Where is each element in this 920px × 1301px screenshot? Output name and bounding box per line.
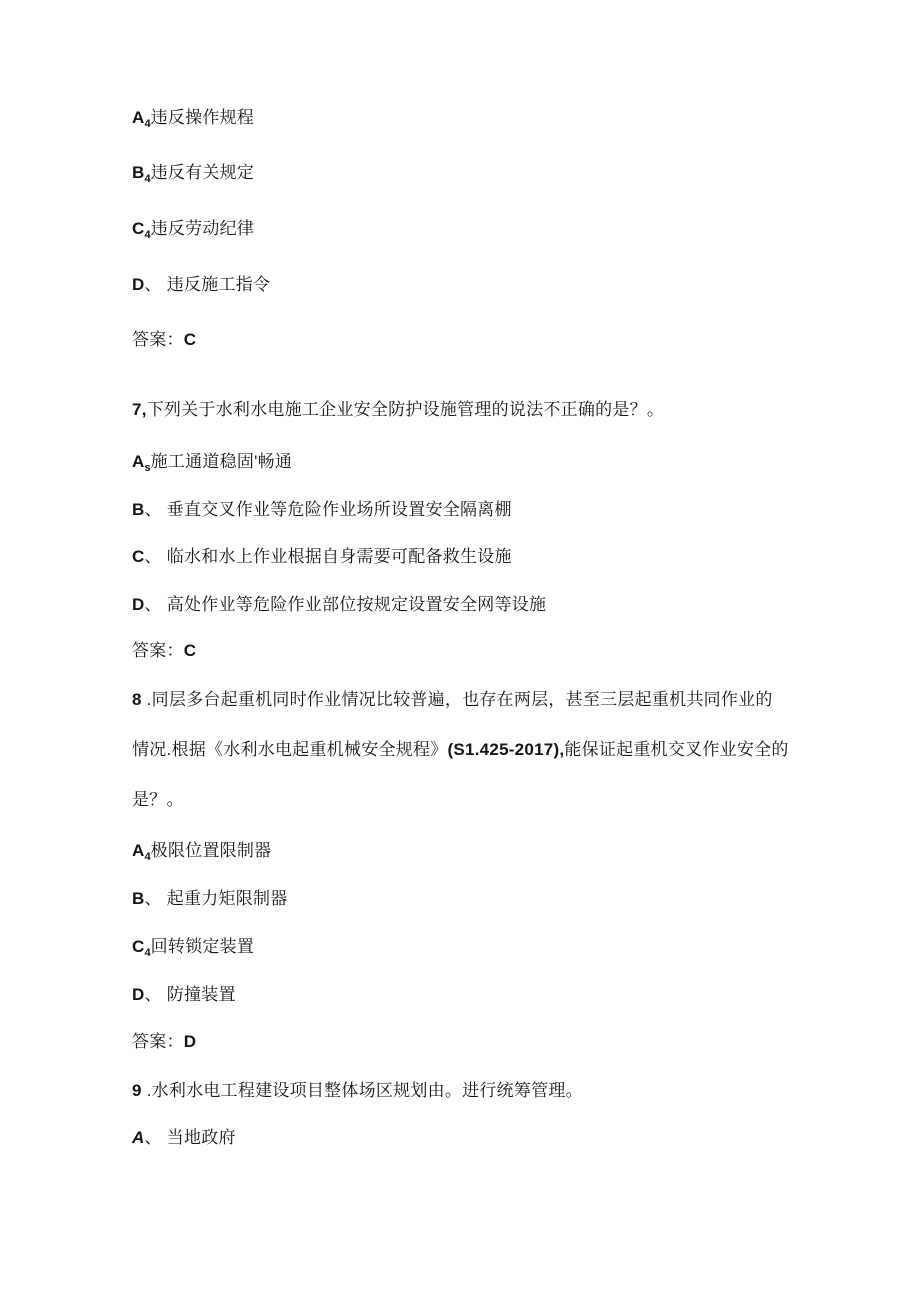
text-segment: 、 当地政府 (144, 1128, 236, 1147)
q8-option-b (132, 888, 288, 909)
text-segment: 、 高处作业等危险作业部位按规定设置安全网等设施 (144, 595, 547, 614)
q8-option-a (132, 840, 271, 868)
text-segment: D (183, 1032, 197, 1051)
text-segment: A (132, 108, 145, 127)
text-segment: .水利水电工程建设项目整体场区规划由。进行统筹管理。 (141, 1081, 583, 1100)
text-segment: C (132, 547, 145, 566)
text-segment: 4 (144, 229, 151, 241)
text-segment: (S1.425-2017), (447, 740, 565, 759)
text-segment: C (132, 937, 145, 956)
text-segment: 下列关于水利水电施工企业安全防护设施管理的说法不正确的是？。 (146, 400, 665, 419)
text-segment: 是？。 (132, 790, 184, 809)
text-segment: 、 临水和水上作业根据自身需要可配备救生设施 (144, 547, 512, 566)
text-segment: 9 (132, 1081, 142, 1100)
q6-answer (132, 329, 196, 350)
text-segment: D (132, 985, 145, 1004)
text-segment: 4 (144, 118, 151, 130)
text-segment: A (132, 452, 145, 471)
text-segment: 4 (144, 947, 151, 959)
text-segment: 施工通道稳固'畅通 (150, 452, 293, 471)
q7-option-c (132, 546, 512, 567)
text-segment: 能保证起重机交叉作业安全的 (564, 740, 789, 759)
q8-stem-line-3 (132, 789, 184, 810)
q7-option-b (132, 499, 512, 520)
text-segment: 8 (132, 690, 142, 709)
text-segment: 回转锁定装置 (150, 937, 255, 956)
text-segment: 7, (132, 400, 147, 419)
q6-option-d (132, 274, 270, 295)
q6-option-c (132, 218, 254, 246)
text-segment: B (132, 163, 145, 182)
text-segment: 违反操作规程 (150, 108, 255, 127)
q8-option-c (132, 936, 254, 964)
text-segment: 、 起重力矩限制器 (144, 889, 288, 908)
q6-option-a (132, 107, 254, 135)
q6-option-b (132, 162, 254, 190)
q8-stem-line-2 (132, 739, 789, 760)
q9-option-a (132, 1127, 236, 1148)
q7-answer (132, 640, 196, 661)
text-segment: s (144, 462, 151, 474)
text-segment: 答案： (132, 1032, 184, 1051)
text-segment: 4 (144, 173, 151, 185)
text-segment: 、 违反施工指令 (144, 275, 271, 294)
text-segment: 极限位置限制器 (150, 841, 272, 860)
q8-answer (132, 1031, 196, 1052)
text-segment: 答案： (132, 330, 184, 349)
text-segment: 、 垂直交叉作业等危险作业场所设置安全隔离棚 (144, 500, 512, 519)
text-segment: B (132, 500, 145, 519)
text-segment: 、 防撞装置 (144, 985, 236, 1004)
text-segment: C (183, 641, 197, 660)
text-segment: C (183, 330, 197, 349)
q7-stem (132, 399, 664, 420)
text-segment: A (132, 1128, 145, 1147)
q7-option-d (132, 594, 546, 615)
text-segment: 4 (144, 851, 151, 863)
text-segment: .同层多台起重机同时作业情况比较普遍，也存在两层，甚至三层起重机共同作业的 (141, 690, 773, 709)
text-segment: 违反劳动纪律 (150, 219, 255, 238)
text-segment: C (132, 219, 145, 238)
q9-stem (132, 1080, 583, 1101)
q7-option-a (132, 451, 292, 479)
text-segment: D (132, 275, 145, 294)
q8-option-d (132, 984, 236, 1005)
text-segment: 违反有关规定 (150, 163, 255, 182)
text-segment: A (132, 841, 145, 860)
text-segment: B (132, 889, 145, 908)
text-segment: D (132, 595, 145, 614)
text-segment: 答案： (132, 641, 184, 660)
text-segment: 情况.根据《水利水电起重机械安全规程》 (132, 740, 448, 759)
q8-stem-line-1 (132, 689, 773, 710)
